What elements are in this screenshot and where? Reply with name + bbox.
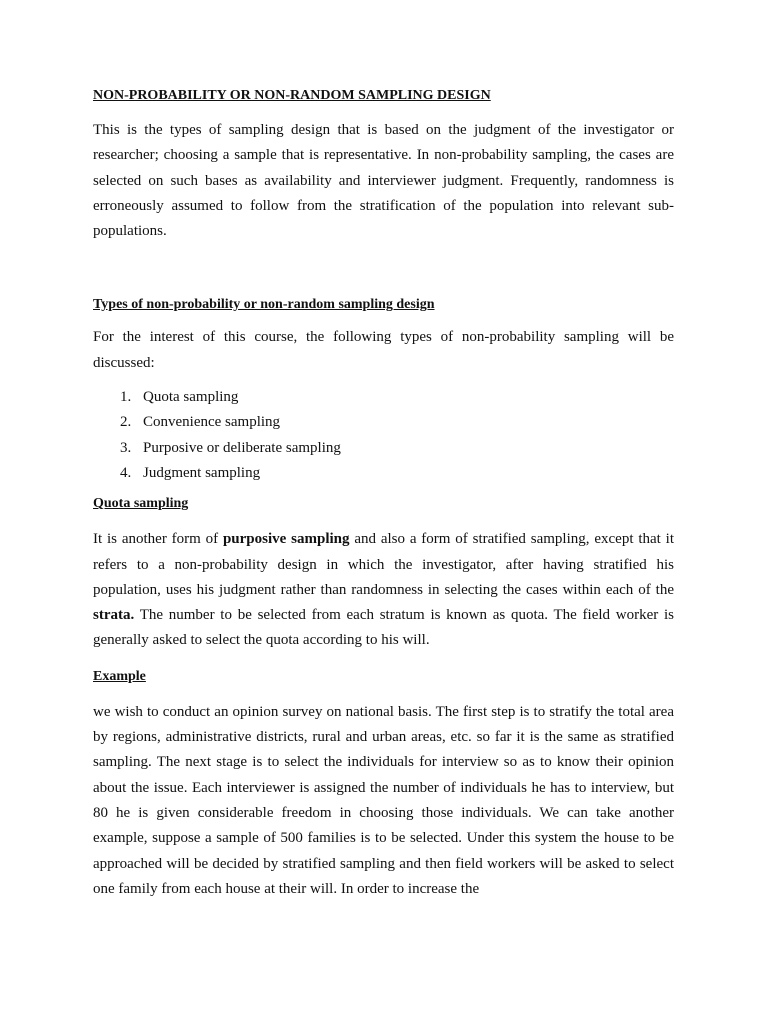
list-item-number: 3.: [120, 439, 132, 456]
page-title: NON-PROBABILITY OR NON-RANDOM SAMPLING DESIGN: [93, 88, 491, 103]
strata-term: strata.: [93, 607, 135, 624]
list-item-number: 4.: [120, 464, 132, 481]
types-list: [93, 385, 674, 486]
list-item: [93, 461, 674, 486]
list-item-number: 2.: [120, 414, 132, 431]
quota-sampling-paragraph: It is another form of purposive sampling and also a form of stratified sampling, except that it refers to a non-probability design in which the investigator, after having stratified his population, uses his judgment rather than randomness in selecting the cases within each of the strata. The number to be selected from each stratum is known as quota. The field worker is generally asked to select the quota according to his will.: [93, 531, 674, 649]
intro-paragraph: This is the types of sampling design that is based on the judgment of the investigator or researcher; choosing a sample that is representative. In non-probability sampling, the cases are selected on such bases as availability and interviewer judgment. Frequently, randomness is erroneously assumed to follow from the stratification of the population into relevant sub-populations.: [93, 122, 674, 240]
list-item-label: Judgment sampling: [143, 464, 261, 481]
quota-sampling-heading: Quota sampling: [93, 496, 189, 512]
example-paragraph: we wish to conduct an opinion survey on national basis. The first step is to stratify the total area by regions, administrative districts, rural and urban areas, etc. so far it is the same as stratified sampling. The next stage is to select the individuals for interview so as to know their opinion about the issue. Each interviewer is assigned the number of individuals he has to interview, but 80 he is given considerable freedom in choosing those individuals. We can take another example, suppose a sample of 500 families is to be selected. Under this system the house to be approached will be decided by stratified sampling and then field workers will be asked to select one family from each house at their will. In order to increase the: [93, 703, 674, 897]
document-page: [93, 86, 674, 902]
example-heading: Example: [93, 668, 146, 684]
list-item-label: Convenience sampling: [143, 414, 281, 431]
list-item-label: Purposive or deliberate sampling: [143, 439, 341, 456]
list-item-label: Quota sampling: [143, 389, 239, 406]
list-item: [93, 436, 674, 461]
types-intro-paragraph: For the interest of this course, the following types of non-probability sampling will be discussed:: [93, 329, 674, 371]
list-item: [93, 410, 674, 435]
purposive-sampling-term: purposive sampling: [222, 531, 350, 548]
list-item-number: 1.: [120, 389, 132, 406]
list-item: [93, 385, 674, 410]
types-heading: Types of non-probability or non-random sampling design: [93, 297, 435, 313]
